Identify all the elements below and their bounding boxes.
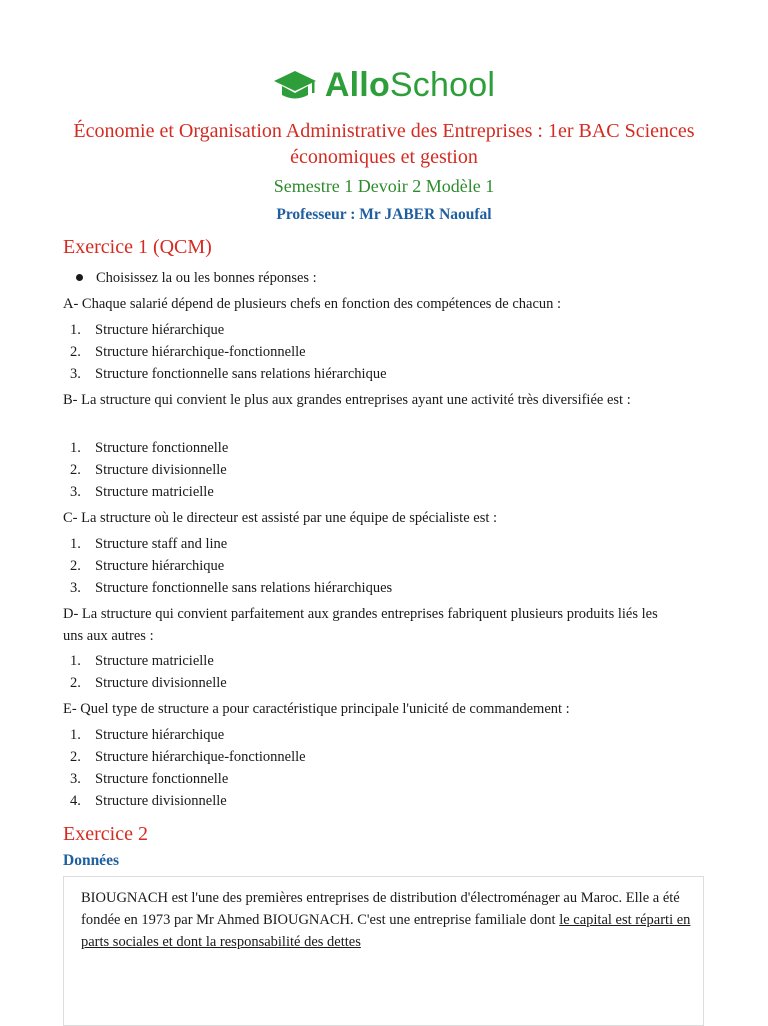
option: 3. Structure matricielle [70,484,214,500]
donnees-heading: Données [63,852,119,869]
option: 1. Structure hiérarchique [70,322,225,338]
instruction-text: Choisissez la ou les bonnes réponses : [96,270,317,286]
question-a-options [70,319,387,385]
logo-text-regular: School [389,66,496,104]
question-e-options [70,724,306,812]
logo-text-bold: Allo [324,66,390,104]
exercise-2-heading: Exercice 2 [63,823,148,845]
option: 1. Structure hiérarchique [70,727,225,743]
paragraph-text: BIOUGNACH est l'une des premières entreprises de distribution d'électroménager au Maroc. Elle a été fondée en 1973 par Mr Ahmed BIOUGNACH. C'est une entreprise familiale dont [81,890,680,928]
document-title: Économie et Organisation Administrative des Entreprises : 1er BAC Sciences économiques et gestion [73,120,695,168]
option: 2. Structure hiérarchique [70,558,225,574]
exercise-1-heading: Exercice 1 (QCM) [63,236,212,258]
option: 3. Structure fonctionnelle [70,771,229,787]
document-subtitle: Semestre 1 Devoir 2 Modèle 1 [273,176,495,196]
alloschool-logo[interactable] [0,66,768,105]
option: 2. Structure divisionnelle [70,462,227,478]
paragraph-underlined-text: le capital est réparti en parts sociales et dont la responsabilité des dettes [81,912,691,950]
option: 1. Structure fonctionnelle [70,440,229,456]
donnees-paragraph [81,887,696,953]
donnees-box [63,876,704,1026]
option: 2. Structure hiérarchique-fonctionnelle [70,749,306,765]
question-d: D- La structure qui convient parfaitement aux grandes entreprises fabriquent plusieurs produits liés les uns aux autres : [63,606,658,644]
option: 3. Structure fonctionnelle sans relations hiérarchiques [70,580,393,596]
option: 2. Structure divisionnelle [70,675,227,691]
question-b: B- La structure qui convient le plus aux grandes entreprises ayant une activité très diversifiée est : [63,392,631,408]
logo-text [325,66,495,105]
option: 1. Structure staff and line [70,536,228,552]
question-c: C- La structure où le directeur est assisté par une équipe de spécialiste est : [63,510,498,526]
question-b-options [70,437,228,503]
option: 3. Structure fonctionnelle sans relations hiérarchique [70,366,387,382]
professor-name: Professeur : Mr JABER Naoufal [276,206,492,223]
graduation-cap-icon [273,69,317,103]
bullet-icon [76,274,83,281]
option: 2. Structure hiérarchique-fonctionnelle [70,344,306,360]
question-a: A- Chaque salarié dépend de plusieurs chefs en fonction des compétences de chacun : [63,296,562,312]
option: 4. Structure divisionnelle [70,793,227,809]
option: 1. Structure matricielle [70,653,214,669]
question-e: E- Quel type de structure a pour caractéristique principale l'unicité de commandement : [63,701,570,717]
question-d-options [70,650,227,694]
question-c-options [70,533,392,599]
